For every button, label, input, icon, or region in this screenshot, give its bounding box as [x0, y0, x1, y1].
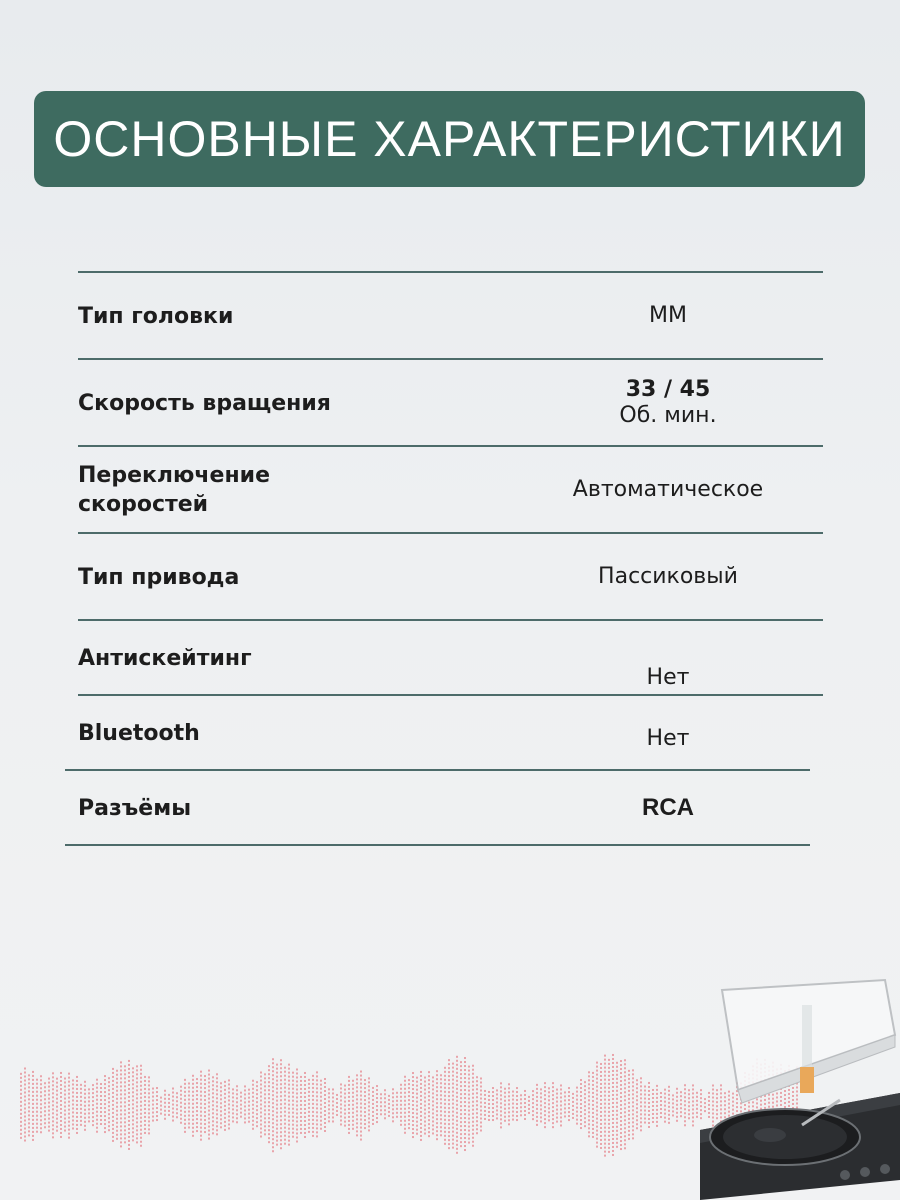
spec-row-speed [78, 360, 823, 446]
spec-value [548, 377, 788, 429]
spec-row-head [78, 273, 823, 359]
spec-value-main: 33 / 45 [625, 377, 711, 402]
spec-label: Тип привода [78, 564, 240, 590]
spec-row-antiskating [78, 621, 823, 695]
page-title: ОСНОВНЫЕ ХАРАКТЕРИСТИКИ [53, 111, 846, 167]
spec-value: ММ [649, 303, 687, 328]
spec-row-drive [78, 534, 823, 620]
spec-label: Скорость вращения [78, 390, 331, 416]
spec-label: Антискейтинг [78, 645, 252, 671]
spec-value: Автоматическое [572, 477, 764, 502]
spec-value-unit: Об. мин. [619, 403, 717, 428]
turntable-icon [690, 975, 900, 1200]
spec-label: Разъёмы [78, 795, 192, 821]
spec-row-bluetooth [78, 696, 823, 770]
spec-row-connectors [78, 771, 823, 845]
divider [65, 844, 810, 846]
spec-row-switching [78, 447, 823, 533]
spec-label: Bluetooth [78, 720, 200, 746]
spec-value: Нет [646, 726, 690, 751]
spec-label: Переключение скоростей [78, 463, 270, 517]
spec-value: Пассиковый [598, 564, 738, 589]
spec-value: Нет [646, 665, 690, 690]
title-banner [34, 91, 865, 187]
spec-value: RCA [642, 794, 694, 821]
spec-label: Тип головки [78, 303, 234, 329]
